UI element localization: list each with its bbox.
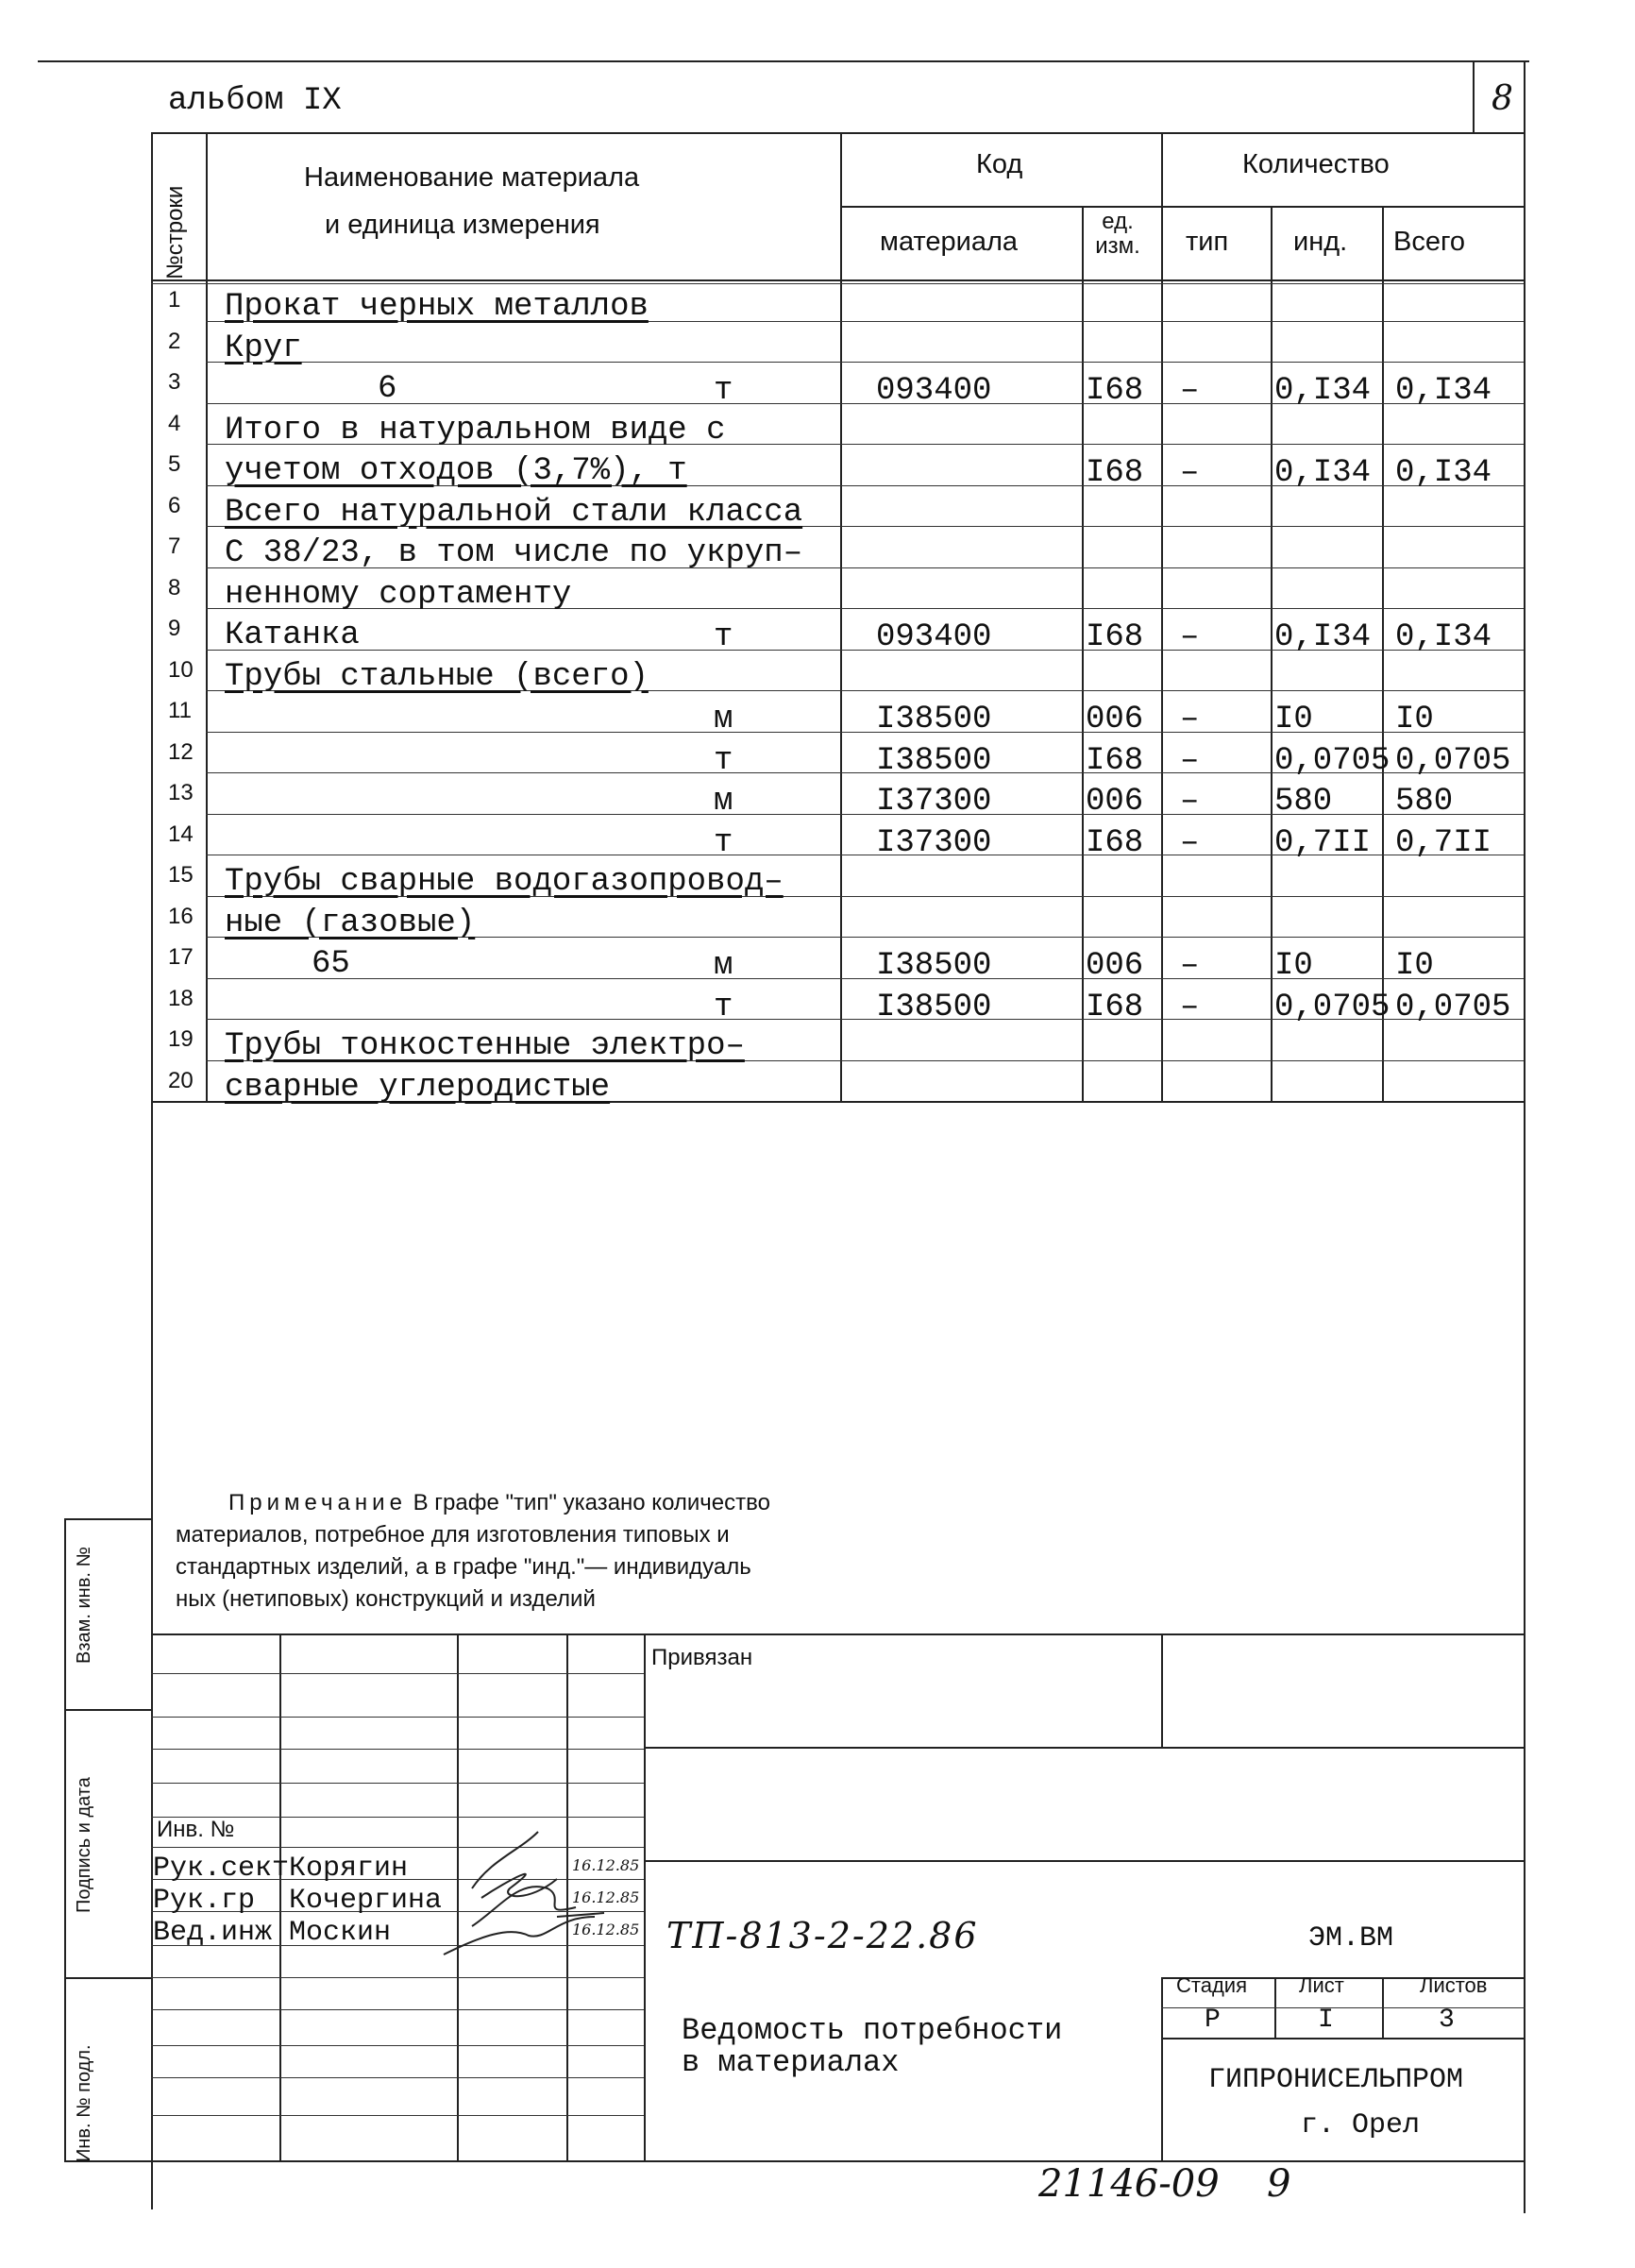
margin-label-replacement: Взам. инв. № xyxy=(74,1547,94,1664)
qty-individual: 0,0705 xyxy=(1274,742,1391,779)
code-header: Код xyxy=(976,149,1023,179)
unit-label: т xyxy=(714,742,733,779)
footer-page: 9 xyxy=(1267,2162,1291,2206)
document-title-line1: Ведомость потребности xyxy=(682,2013,1063,2048)
qty-individual: 0,I34 xyxy=(1274,455,1372,491)
row-number: 17 xyxy=(168,944,194,970)
inv-no-label: Инв. № xyxy=(157,1817,235,1842)
stage-label: Стадия xyxy=(1176,1973,1247,1997)
signer-name-1: Корягин xyxy=(289,1853,409,1885)
row-number: 13 xyxy=(168,780,194,805)
material-name: Трубы сварные водогазопровод– xyxy=(225,864,784,900)
material-name: ные (газовые) xyxy=(225,905,476,941)
organization-city: г. Орел xyxy=(1301,2109,1421,2141)
row-number: 4 xyxy=(168,410,181,436)
qty-total: 0,0705 xyxy=(1395,742,1511,779)
row-number: 11 xyxy=(168,698,192,723)
qty-individual: 0,I34 xyxy=(1274,373,1372,409)
document-title-line2: в материалах xyxy=(682,2045,900,2080)
row-number: 5 xyxy=(168,451,181,477)
qty-type: – xyxy=(1180,373,1200,409)
qty-type: – xyxy=(1180,742,1200,779)
qty-total: I0 xyxy=(1395,948,1434,984)
row-number: 6 xyxy=(168,492,181,518)
qty-individual: 0,0705 xyxy=(1274,989,1391,1025)
unit-label: т xyxy=(714,373,733,409)
unit-label: т xyxy=(714,619,733,655)
sheets-value: 3 xyxy=(1439,2006,1455,2035)
row-number: 10 xyxy=(168,656,194,683)
privyazan-label: Привязан xyxy=(651,1645,753,1670)
qty-total: 580 xyxy=(1395,784,1454,820)
name-header-line1: Наименование материала xyxy=(304,162,640,193)
sheets-label: Листов xyxy=(1420,1973,1488,1997)
document-code: ТП-813-2-22.86 xyxy=(666,1915,979,1956)
unit-label: м xyxy=(714,784,733,820)
qty-type: – xyxy=(1180,824,1200,861)
material-name: сварные углеродистые xyxy=(225,1069,611,1106)
qty-type: – xyxy=(1180,784,1200,820)
row-number: 2 xyxy=(168,328,181,354)
qty-type: – xyxy=(1180,948,1200,984)
signer-date-2: 16.12.85 xyxy=(572,1888,640,1906)
name-header-line2: и единица измерения xyxy=(325,210,600,240)
row-number: 20 xyxy=(168,1067,194,1093)
sheet-label: Лист xyxy=(1299,1973,1344,1997)
material-name: Всего натуральной стали класса xyxy=(225,494,803,531)
qty-individual: I0 xyxy=(1274,702,1313,737)
unit-label: т xyxy=(714,989,733,1025)
note-line1: Примечание В графе "тип" указано количество xyxy=(228,1490,770,1515)
note-line2: материалов, потребное для изготовления типовых и xyxy=(176,1522,730,1548)
material-name: Трубы тонкостенные электро– xyxy=(225,1028,745,1064)
material-code: I38500 xyxy=(876,702,992,737)
unit-label: т xyxy=(714,824,733,861)
unit-code: I68 xyxy=(1086,619,1144,655)
qty-type: – xyxy=(1180,702,1200,737)
material-name: 65 xyxy=(312,946,350,982)
material-name: С 38/23, в том числе по укруп– xyxy=(225,535,803,571)
stage-value: Р xyxy=(1205,2006,1221,2035)
signature-scribbles xyxy=(415,1822,632,1964)
row-number-header: №строки xyxy=(162,185,188,279)
material-name: учетом отходов (3,7%), т xyxy=(225,453,687,489)
row-number: 15 xyxy=(168,862,194,888)
signer-date-1: 16.12.85 xyxy=(572,1856,640,1874)
qty-total: I0 xyxy=(1395,702,1434,737)
sheet-value: I xyxy=(1318,2006,1334,2035)
album-label: альбом IX xyxy=(168,83,342,119)
unit-label: м xyxy=(714,948,733,984)
unit-code: I68 xyxy=(1086,455,1144,491)
material-code: 093400 xyxy=(876,619,992,655)
qty-ind-header: инд. xyxy=(1293,227,1348,257)
quantity-header: Количество xyxy=(1242,149,1390,179)
qty-type-header: тип xyxy=(1186,227,1229,257)
unit-code: I68 xyxy=(1086,742,1144,779)
unit-code: 006 xyxy=(1086,948,1144,984)
row-number: 18 xyxy=(168,985,194,1011)
qty-individual: I0 xyxy=(1274,948,1313,984)
unit-code: I68 xyxy=(1086,824,1144,861)
unit-code: 006 xyxy=(1086,784,1144,820)
qty-total: 0,0705 xyxy=(1395,989,1511,1025)
row-number: 19 xyxy=(168,1026,194,1052)
margin-label-original: Инв. № подл. xyxy=(74,2044,94,2162)
qty-type: – xyxy=(1180,455,1200,491)
material-name: 6 xyxy=(378,371,397,407)
unit-code: I68 xyxy=(1086,989,1144,1025)
row-number: 9 xyxy=(168,616,181,641)
material-code: I38500 xyxy=(876,742,992,779)
material-name: Итого в натуральном виде с xyxy=(225,412,726,449)
qty-total: 0,7II xyxy=(1395,824,1492,861)
row-number: 12 xyxy=(168,738,194,765)
note-line3: стандартных изделий, а в графе "инд."— индивидуаль xyxy=(176,1554,751,1580)
row-number: 7 xyxy=(168,533,181,559)
page-number: 8 xyxy=(1492,79,1513,118)
signer-role-3: Вед.инж xyxy=(153,1917,273,1949)
code-material-header: материала xyxy=(880,227,1019,257)
qty-total-header: Всего xyxy=(1393,227,1466,257)
qty-type: – xyxy=(1180,619,1200,655)
qty-total: 0,I34 xyxy=(1395,455,1492,491)
unit-code: I68 xyxy=(1086,373,1144,409)
material-name: Трубы стальные (всего) xyxy=(225,658,649,695)
qty-total: 0,I34 xyxy=(1395,619,1492,655)
row-number: 8 xyxy=(168,574,181,601)
archive-number: 21146-09 xyxy=(1038,2162,1220,2206)
code-unit-header: ед. изм. xyxy=(1095,209,1140,259)
material-name: Круг xyxy=(225,330,302,366)
signer-name-2: Кочергина xyxy=(289,1885,443,1917)
organization-name: ГИПРОНИСЕЛЬПРОМ xyxy=(1208,2064,1464,2096)
material-code: I37300 xyxy=(876,784,992,820)
qty-individual: 0,I34 xyxy=(1274,619,1372,655)
row-number: 14 xyxy=(168,821,194,847)
material-code: I38500 xyxy=(876,948,992,984)
signer-role-1: Рук.сект xyxy=(153,1853,290,1885)
note-line4: ных (нетиповых) конструкций и изделий xyxy=(176,1586,596,1612)
row-number: 1 xyxy=(168,287,181,313)
row-number: 3 xyxy=(168,369,181,395)
material-name: Прокат черных металлов xyxy=(225,289,649,325)
qty-type: – xyxy=(1180,989,1200,1025)
unit-code: 006 xyxy=(1086,702,1144,737)
unit-label: м xyxy=(714,702,733,737)
signer-date-3: 16.12.85 xyxy=(572,1921,640,1938)
qty-total: 0,I34 xyxy=(1395,373,1492,409)
material-code: 093400 xyxy=(876,373,992,409)
signer-name-3: Москин xyxy=(289,1917,392,1949)
row-number: 16 xyxy=(168,903,194,929)
document-mark: ЭМ.ВМ xyxy=(1308,1922,1394,1955)
qty-individual: 580 xyxy=(1274,784,1333,820)
material-name: ненному сортаменту xyxy=(225,576,572,613)
margin-label-signature: Подпись и дата xyxy=(74,1777,94,1913)
qty-individual: 0,7II xyxy=(1274,824,1372,861)
signer-role-2: Рук.гр xyxy=(153,1885,256,1917)
material-code: I37300 xyxy=(876,824,992,861)
material-name: Катанка xyxy=(225,618,360,653)
material-code: I38500 xyxy=(876,989,992,1025)
